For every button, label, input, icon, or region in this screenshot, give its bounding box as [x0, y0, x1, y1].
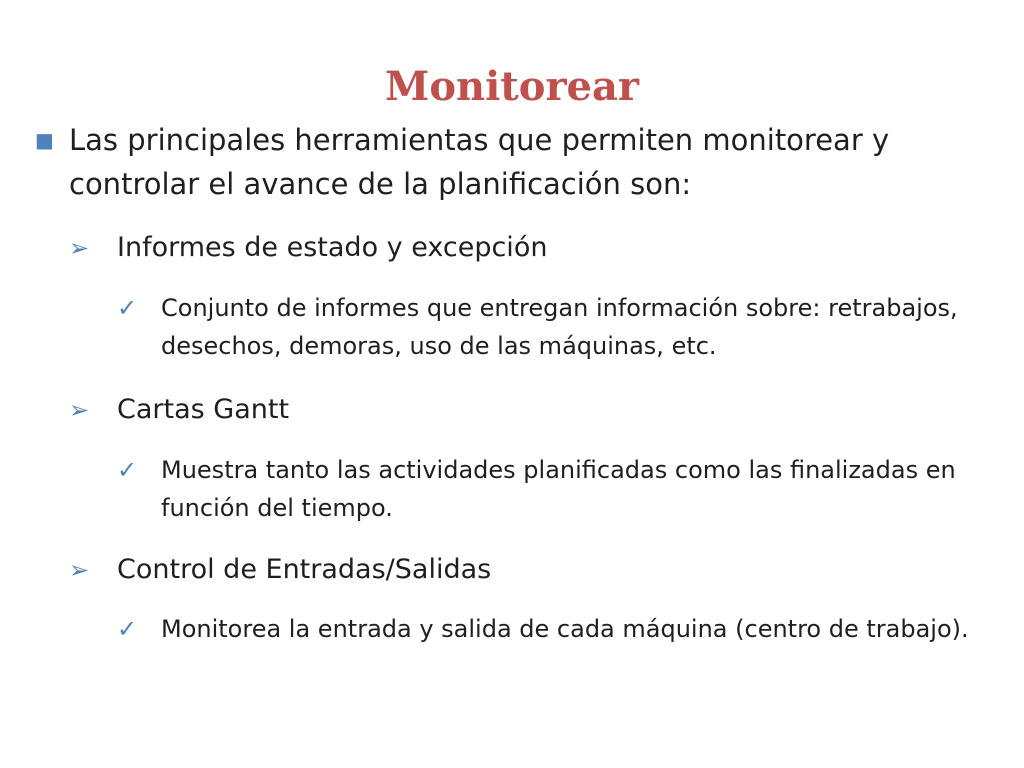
tool-detail-text: Conjunto de informes que entregan información sobre: retrabajos, desechos, demoras, uso de las máquinas, etc. — [161, 294, 958, 360]
checkmark-bullet-icon: ✓ — [117, 456, 138, 484]
square-bullet-icon: ■ — [35, 128, 54, 152]
checkmark-bullet-icon: ✓ — [117, 294, 138, 322]
intro-text: Las principales herramientas que permiten monitorear y controlar el avance de la planificación son: — [69, 123, 890, 201]
checkmark-bullet-icon: ✓ — [117, 615, 138, 643]
tool-detail-informes — [117, 289, 981, 365]
tool-item-gantt — [69, 390, 977, 430]
arrowhead-bullet-icon: ➢ — [69, 396, 90, 424]
arrowhead-bullet-icon: ➢ — [69, 556, 90, 584]
tool-label: Control de Entradas/Salidas — [117, 554, 492, 585]
tool-detail-control — [117, 610, 981, 648]
tool-item-control — [69, 550, 977, 590]
intro-bullet — [35, 118, 989, 206]
tool-detail-gantt — [117, 451, 981, 527]
tool-detail-text: Monitorea la entrada y salida de cada máquina (centro de trabajo). — [161, 615, 969, 643]
slide-title: Monitorear — [385, 63, 639, 110]
tool-item-informes — [69, 228, 977, 268]
tool-detail-text: Muestra tanto las actividades planificadas como las finalizadas en función del tiempo. — [161, 456, 956, 522]
tool-label: Cartas Gantt — [117, 394, 290, 425]
tool-label: Informes de estado y excepción — [117, 232, 548, 263]
arrowhead-bullet-icon: ➢ — [69, 234, 90, 262]
